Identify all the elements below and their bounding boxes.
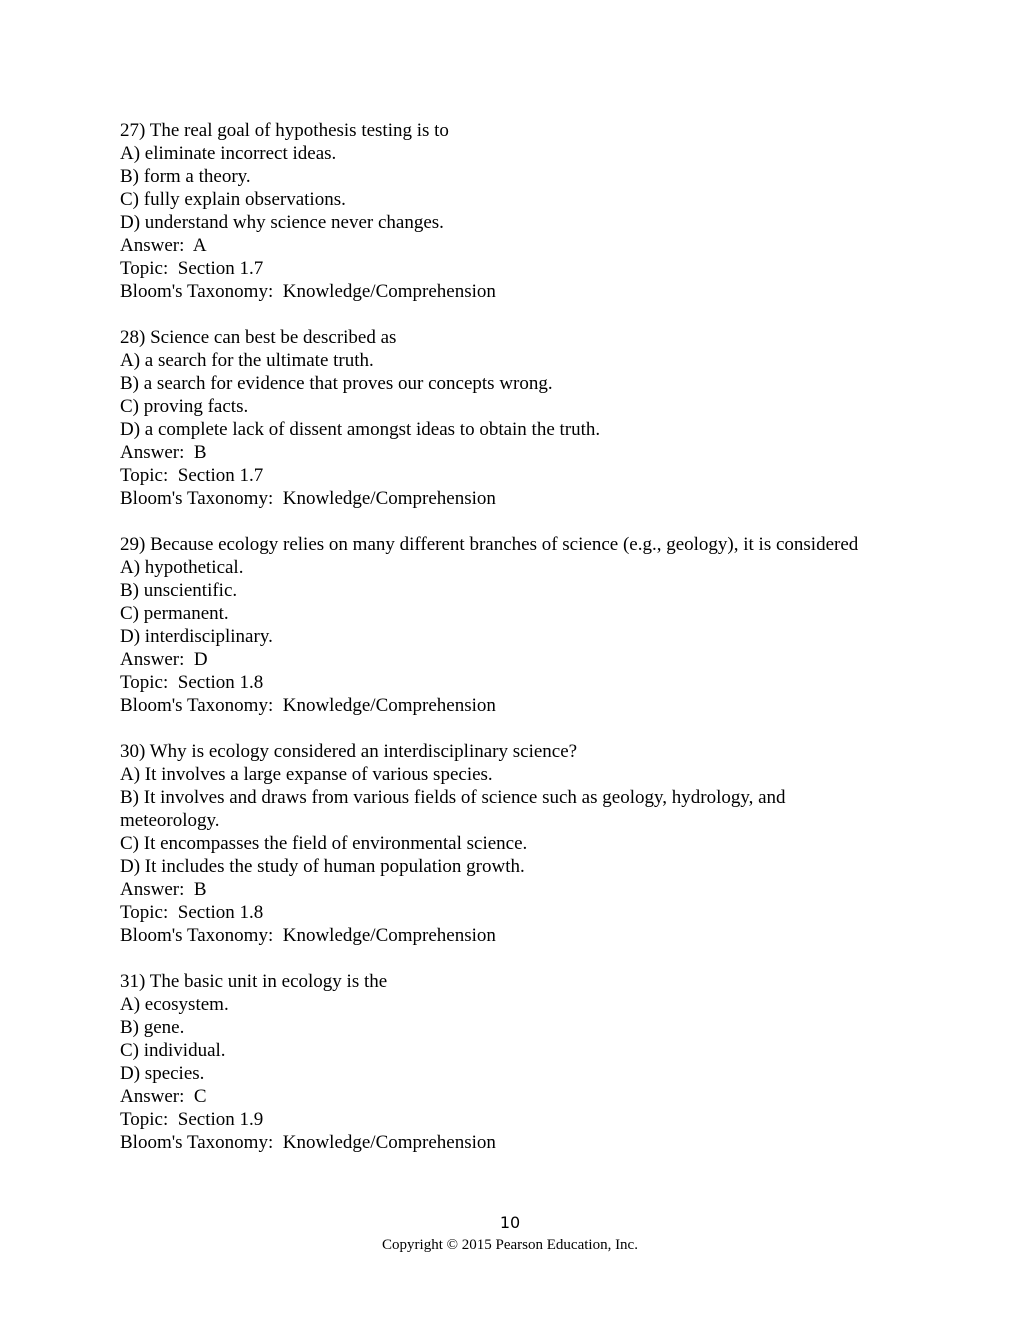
answer-option: A) ecosystem.: [120, 994, 229, 1015]
question-item: [120, 740, 920, 947]
question-stem: 28) Science can best be described as: [120, 327, 397, 348]
page-number: 10: [499, 1213, 521, 1232]
answer-key: Answer: A: [120, 235, 207, 256]
answer-option: C) proving facts.: [120, 396, 249, 417]
answer-key: Answer: B: [120, 879, 207, 900]
question-stem: 31) The basic unit in ecology is the: [120, 971, 388, 992]
answer-option: B) It involves and draws from various fields of science such as geology, hydrology, and meteorology.: [120, 787, 791, 831]
answer-option: C) individual.: [120, 1040, 226, 1061]
topic-label: Topic: Section 1.8: [120, 902, 264, 923]
question-item: [120, 326, 920, 510]
answer-option: D) understand why science never changes.: [120, 212, 444, 233]
answer-key: Answer: B: [120, 442, 207, 463]
answer-option: A) a search for the ultimate truth.: [120, 350, 374, 371]
answer-option: A) hypothetical.: [120, 557, 244, 578]
answer-option: C) fully explain observations.: [120, 189, 346, 210]
bloom-taxonomy-label: Bloom's Taxonomy: Knowledge/Comprehension: [120, 1132, 496, 1153]
bloom-taxonomy-label: Bloom's Taxonomy: Knowledge/Comprehension: [120, 925, 496, 946]
answer-option: B) a search for evidence that proves our concepts wrong.: [120, 373, 553, 394]
topic-label: Topic: Section 1.9: [120, 1109, 264, 1130]
bloom-taxonomy-label: Bloom's Taxonomy: Knowledge/Comprehension: [120, 488, 496, 509]
answer-option: A) eliminate incorrect ideas.: [120, 143, 337, 164]
question-stem: 30) Why is ecology considered an interdisciplinary science?: [120, 741, 578, 762]
question-item: [120, 119, 920, 303]
answer-option: C) It encompasses the field of environmental science.: [120, 833, 528, 854]
question-item: [120, 533, 920, 717]
topic-label: Topic: Section 1.7: [120, 465, 264, 486]
question-stem: 27) The real goal of hypothesis testing is to: [120, 120, 449, 141]
bloom-taxonomy-label: Bloom's Taxonomy: Knowledge/Comprehension: [120, 695, 496, 716]
answer-option: D) species.: [120, 1063, 205, 1084]
question-list: [120, 119, 920, 1177]
topic-label: Topic: Section 1.7: [120, 258, 264, 279]
page-footer: [0, 1212, 1020, 1256]
answer-option: D) a complete lack of dissent amongst ideas to obtain the truth.: [120, 419, 601, 440]
question-item: [120, 970, 920, 1154]
answer-option: A) It involves a large expanse of various species.: [120, 764, 493, 785]
answer-key: Answer: D: [120, 649, 208, 670]
answer-key: Answer: C: [120, 1086, 207, 1107]
topic-label: Topic: Section 1.8: [120, 672, 264, 693]
answer-option: D) interdisciplinary.: [120, 626, 273, 647]
question-stem: 29) Because ecology relies on many different branches of science (e.g., geology), it is considered: [120, 534, 859, 555]
answer-option: B) form a theory.: [120, 166, 251, 187]
copyright-notice: Copyright © 2015 Pearson Education, Inc.: [382, 1237, 638, 1253]
answer-option: B) gene.: [120, 1017, 185, 1038]
bloom-taxonomy-label: Bloom's Taxonomy: Knowledge/Comprehension: [120, 281, 496, 302]
answer-option: B) unscientific.: [120, 580, 238, 601]
answer-option: C) permanent.: [120, 603, 229, 624]
answer-option: D) It includes the study of human population growth.: [120, 856, 525, 877]
